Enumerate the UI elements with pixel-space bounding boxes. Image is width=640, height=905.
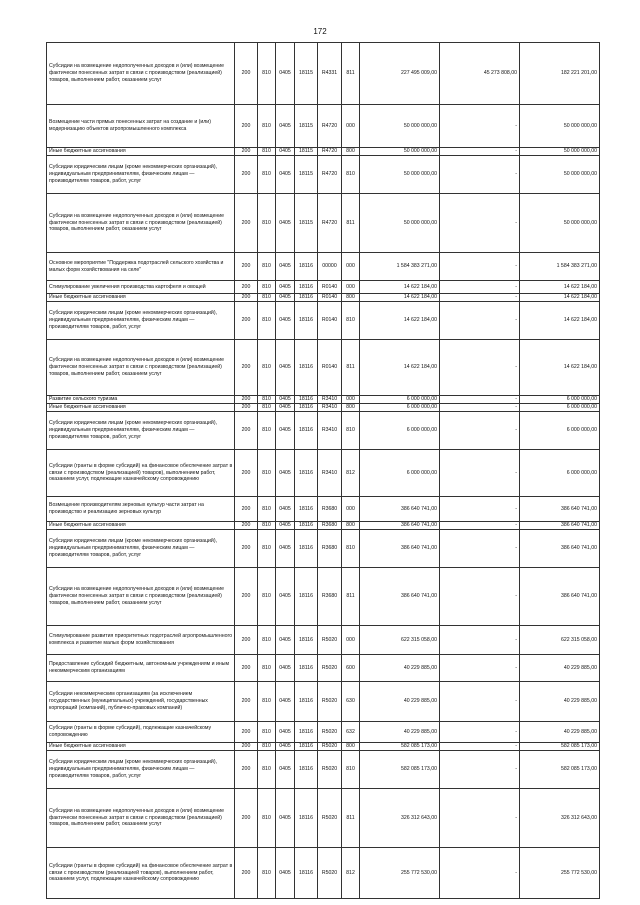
code-4: 18116 [295, 789, 318, 848]
code-4: 18116 [295, 404, 318, 412]
code-4: 18116 [295, 302, 318, 340]
code-3: 0405 [276, 156, 295, 194]
table-row [47, 404, 600, 412]
amount-total: 6 000 000,00 [360, 396, 440, 404]
code-5: R3680 [318, 522, 342, 530]
code-1: 200 [235, 194, 258, 253]
amount-regional: 14 622 184,00 [520, 294, 600, 302]
table-row [47, 530, 600, 568]
amount-federal: - [440, 497, 520, 522]
budget-table [46, 42, 600, 899]
row-name: Субсидии на возмещение недополученных доходов и (или) возмещение фактически понесенных затрат в связи с производством (реализацией) товаров, выполнением работ, оказанием услуг [47, 568, 235, 626]
amount-regional: 50 000 000,00 [520, 148, 600, 156]
code-6: 812 [342, 450, 360, 497]
row-name: Субсидии (гранты в форме субсидий), подлежащие казначейскому сопровождению [47, 722, 235, 743]
code-6: 000 [342, 497, 360, 522]
code-3: 0405 [276, 626, 295, 655]
table-row [47, 848, 600, 899]
amount-regional: 40 229 885,00 [520, 722, 600, 743]
code-5: 00000 [318, 253, 342, 281]
amount-total: 50 000 000,00 [360, 105, 440, 148]
amount-federal: - [440, 450, 520, 497]
code-5: R0140 [318, 340, 342, 396]
amount-total: 1 584 383 271,00 [360, 253, 440, 281]
code-2: 810 [258, 450, 276, 497]
code-5: R4720 [318, 148, 342, 156]
code-3: 0405 [276, 396, 295, 404]
code-6: 811 [342, 340, 360, 396]
code-6: 000 [342, 105, 360, 148]
code-3: 0405 [276, 253, 295, 281]
code-5: R3680 [318, 497, 342, 522]
amount-federal: - [440, 294, 520, 302]
row-name: Субсидии юридическим лицам (кроме некоммерческих организаций), индивидуальным предпринимателям, физическим лицам — производителям товаров, работ, услуг [47, 302, 235, 340]
amount-federal: 45 273 808,00 [440, 43, 520, 105]
table-row [47, 450, 600, 497]
code-4: 18116 [295, 396, 318, 404]
code-2: 810 [258, 751, 276, 789]
code-4: 18116 [295, 848, 318, 899]
code-3: 0405 [276, 412, 295, 450]
table-row [47, 294, 600, 302]
code-6: 811 [342, 43, 360, 105]
code-1: 200 [235, 404, 258, 412]
code-4: 18115 [295, 43, 318, 105]
code-2: 810 [258, 497, 276, 522]
code-6: 800 [342, 743, 360, 751]
amount-federal: - [440, 105, 520, 148]
code-4: 18116 [295, 497, 318, 522]
code-5: R0140 [318, 302, 342, 340]
amount-federal: - [440, 340, 520, 396]
table-row [47, 253, 600, 281]
amount-regional: 40 229 885,00 [520, 682, 600, 722]
code-1: 200 [235, 682, 258, 722]
amount-regional: 386 640 741,00 [520, 522, 600, 530]
code-4: 18116 [295, 568, 318, 626]
amount-total: 386 640 741,00 [360, 497, 440, 522]
amount-federal: - [440, 626, 520, 655]
amount-regional: 6 000 000,00 [520, 404, 600, 412]
amount-total: 40 229 885,00 [360, 655, 440, 682]
code-3: 0405 [276, 450, 295, 497]
code-3: 0405 [276, 722, 295, 743]
code-6: 810 [342, 751, 360, 789]
code-4: 18116 [295, 450, 318, 497]
code-5: R3410 [318, 450, 342, 497]
amount-total: 50 000 000,00 [360, 148, 440, 156]
code-5: R0140 [318, 294, 342, 302]
code-3: 0405 [276, 568, 295, 626]
row-name: Развитие сельского туризма [47, 396, 235, 404]
amount-federal: - [440, 148, 520, 156]
row-name: Субсидии на возмещение недополученных доходов и (или) возмещение фактически понесенных затрат в связи с производством (реализацией) товаров, выполнением работ, оказанием услуг [47, 340, 235, 396]
amount-regional: 6 000 000,00 [520, 450, 600, 497]
code-5: R5020 [318, 789, 342, 848]
code-4: 18116 [295, 655, 318, 682]
code-1: 200 [235, 848, 258, 899]
amount-federal: - [440, 655, 520, 682]
code-5: R0140 [318, 281, 342, 294]
code-5: R3410 [318, 396, 342, 404]
row-name: Субсидии (гранты в форме субсидий) на финансовое обеспечение затрат в связи с производством (реализацией товаров), выполнением работ, оказанием услуг, подлежащие казначейскому сопровождению [47, 848, 235, 899]
row-name: Стимулирование развития приоритетных подотраслей агропромышленного комплекса и развитие малых форм хозяйствования [47, 626, 235, 655]
code-1: 200 [235, 294, 258, 302]
code-6: 800 [342, 404, 360, 412]
code-2: 810 [258, 194, 276, 253]
code-4: 18116 [295, 522, 318, 530]
code-2: 810 [258, 568, 276, 626]
table-row [47, 655, 600, 682]
amount-federal: - [440, 530, 520, 568]
code-4: 18116 [295, 412, 318, 450]
code-2: 810 [258, 530, 276, 568]
code-1: 200 [235, 396, 258, 404]
code-6: 812 [342, 848, 360, 899]
code-4: 18116 [295, 743, 318, 751]
code-3: 0405 [276, 655, 295, 682]
table-row [47, 722, 600, 743]
code-1: 200 [235, 281, 258, 294]
code-6: 810 [342, 530, 360, 568]
code-2: 810 [258, 148, 276, 156]
table-row [47, 302, 600, 340]
code-3: 0405 [276, 530, 295, 568]
code-4: 18116 [295, 722, 318, 743]
row-name: Субсидии юридическим лицам (кроме некоммерческих организаций), индивидуальным предпринимателям, физическим лицам — производителям товаров, работ, услуг [47, 412, 235, 450]
amount-federal: - [440, 743, 520, 751]
code-3: 0405 [276, 743, 295, 751]
amount-total: 326 312 643,00 [360, 789, 440, 848]
code-3: 0405 [276, 294, 295, 302]
code-4: 18115 [295, 105, 318, 148]
table-row [47, 497, 600, 522]
code-3: 0405 [276, 682, 295, 722]
table-row [47, 412, 600, 450]
code-3: 0405 [276, 302, 295, 340]
table-row [47, 568, 600, 626]
code-2: 810 [258, 626, 276, 655]
amount-federal: - [440, 682, 520, 722]
amount-federal: - [440, 194, 520, 253]
code-6: 800 [342, 148, 360, 156]
amount-federal: - [440, 568, 520, 626]
code-2: 810 [258, 404, 276, 412]
code-2: 810 [258, 412, 276, 450]
code-3: 0405 [276, 751, 295, 789]
code-6: 000 [342, 626, 360, 655]
code-1: 200 [235, 412, 258, 450]
amount-federal: - [440, 722, 520, 743]
table-row [47, 789, 600, 848]
code-6: 810 [342, 302, 360, 340]
row-name: Возмещение производителям зерновых культур части затрат на производство и реализацию зерновых культур [47, 497, 235, 522]
amount-regional: 255 772 530,00 [520, 848, 600, 899]
row-name: Субсидии на возмещение недополученных доходов и (или) возмещение фактически понесенных затрат в связи с производством (реализацией) товаров, выполнением работ, оказанием услуг [47, 194, 235, 253]
code-2: 810 [258, 743, 276, 751]
code-6: 000 [342, 253, 360, 281]
row-name: Субсидии юридическим лицам (кроме некоммерческих организаций), индивидуальным предпринимателям, физическим лицам — производителям товаров, работ, услуг [47, 530, 235, 568]
row-name: Иные бюджетные ассигнования [47, 148, 235, 156]
row-name: Возмещение части прямых понесенных затрат на создание и (или) модернизацию объектов агропромышленного комплекса [47, 105, 235, 148]
code-3: 0405 [276, 148, 295, 156]
row-name: Субсидии некоммерческим организациям (за исключением государственных (муниципальных) учреждений, государственных корпораций (компаний), публично-правовых компаний) [47, 682, 235, 722]
row-name: Субсидии на возмещение недополученных доходов и (или) возмещение фактически понесенных затрат в связи с производством (реализацией) товаров, выполнением работ, оказанием услуг [47, 43, 235, 105]
amount-total: 386 640 741,00 [360, 530, 440, 568]
amount-federal: - [440, 789, 520, 848]
amount-federal: - [440, 412, 520, 450]
code-5: R3410 [318, 412, 342, 450]
amount-regional: 50 000 000,00 [520, 194, 600, 253]
code-3: 0405 [276, 497, 295, 522]
code-5: R3680 [318, 530, 342, 568]
code-5: R5020 [318, 751, 342, 789]
code-4: 18116 [295, 626, 318, 655]
code-1: 200 [235, 148, 258, 156]
code-2: 810 [258, 522, 276, 530]
code-1: 200 [235, 253, 258, 281]
amount-total: 50 000 000,00 [360, 194, 440, 253]
code-2: 810 [258, 253, 276, 281]
code-2: 810 [258, 294, 276, 302]
code-4: 18116 [295, 281, 318, 294]
code-1: 200 [235, 568, 258, 626]
amount-total: 14 622 184,00 [360, 294, 440, 302]
code-2: 810 [258, 302, 276, 340]
code-5: R5020 [318, 655, 342, 682]
page-number: 172 [313, 27, 327, 36]
code-5: R5020 [318, 722, 342, 743]
table-row [47, 751, 600, 789]
code-3: 0405 [276, 281, 295, 294]
amount-federal: - [440, 404, 520, 412]
amount-regional: 14 622 184,00 [520, 281, 600, 294]
code-6: 000 [342, 396, 360, 404]
code-2: 810 [258, 789, 276, 848]
code-4: 18116 [295, 253, 318, 281]
code-1: 200 [235, 497, 258, 522]
code-1: 200 [235, 156, 258, 194]
amount-total: 50 000 000,00 [360, 156, 440, 194]
code-2: 810 [258, 156, 276, 194]
amount-federal: - [440, 396, 520, 404]
amount-regional: 14 622 184,00 [520, 302, 600, 340]
code-5: R5020 [318, 682, 342, 722]
code-1: 200 [235, 655, 258, 682]
code-2: 810 [258, 43, 276, 105]
amount-total: 6 000 000,00 [360, 412, 440, 450]
code-6: 800 [342, 522, 360, 530]
table-row [47, 105, 600, 148]
code-1: 200 [235, 302, 258, 340]
code-1: 200 [235, 751, 258, 789]
code-5: R4720 [318, 194, 342, 253]
code-5: R4720 [318, 156, 342, 194]
amount-federal: - [440, 253, 520, 281]
amount-regional: 6 000 000,00 [520, 396, 600, 404]
code-2: 810 [258, 396, 276, 404]
code-2: 810 [258, 340, 276, 396]
code-6: 000 [342, 281, 360, 294]
table-row [47, 281, 600, 294]
row-name: Стимулирование увеличения производства картофеля и овощей [47, 281, 235, 294]
code-6: 630 [342, 682, 360, 722]
table-row [47, 43, 600, 105]
amount-federal: - [440, 302, 520, 340]
table-row [47, 148, 600, 156]
code-2: 810 [258, 848, 276, 899]
amount-total: 582 085 173,00 [360, 751, 440, 789]
amount-regional: 326 312 643,00 [520, 789, 600, 848]
code-6: 800 [342, 294, 360, 302]
code-1: 200 [235, 722, 258, 743]
amount-regional: 6 000 000,00 [520, 412, 600, 450]
code-3: 0405 [276, 340, 295, 396]
code-5: R3680 [318, 568, 342, 626]
row-name: Иные бюджетные ассигнования [47, 404, 235, 412]
code-4: 18116 [295, 294, 318, 302]
code-1: 200 [235, 340, 258, 396]
table-row [47, 340, 600, 396]
code-6: 632 [342, 722, 360, 743]
amount-total: 227 495 009,00 [360, 43, 440, 105]
amount-regional: 386 640 741,00 [520, 530, 600, 568]
table-row [47, 743, 600, 751]
table-row [47, 194, 600, 253]
code-6: 810 [342, 412, 360, 450]
row-name: Предоставление субсидий бюджетным, автономным учреждениям и иным некоммерческим организациям [47, 655, 235, 682]
table-row [47, 156, 600, 194]
table-row [47, 396, 600, 404]
code-1: 200 [235, 522, 258, 530]
code-2: 810 [258, 655, 276, 682]
code-6: 810 [342, 156, 360, 194]
code-5: R4331 [318, 43, 342, 105]
code-3: 0405 [276, 105, 295, 148]
code-4: 18116 [295, 530, 318, 568]
code-6: 811 [342, 194, 360, 253]
row-name: Иные бюджетные ассигнования [47, 294, 235, 302]
code-6: 811 [342, 568, 360, 626]
amount-federal: - [440, 156, 520, 194]
amount-regional: 40 229 885,00 [520, 655, 600, 682]
code-4: 18115 [295, 194, 318, 253]
amount-regional: 622 315 058,00 [520, 626, 600, 655]
amount-total: 6 000 000,00 [360, 404, 440, 412]
code-6: 600 [342, 655, 360, 682]
code-3: 0405 [276, 789, 295, 848]
amount-total: 14 622 184,00 [360, 281, 440, 294]
code-2: 810 [258, 281, 276, 294]
code-2: 810 [258, 722, 276, 743]
amount-federal: - [440, 751, 520, 789]
amount-total: 14 622 184,00 [360, 340, 440, 396]
code-5: R5020 [318, 848, 342, 899]
amount-federal: - [440, 281, 520, 294]
amount-total: 622 315 058,00 [360, 626, 440, 655]
code-2: 810 [258, 682, 276, 722]
code-3: 0405 [276, 194, 295, 253]
row-name: Субсидии юридическим лицам (кроме некоммерческих организаций), индивидуальным предпринимателям, физическим лицам — производителям товаров, работ, услуг [47, 751, 235, 789]
code-3: 0405 [276, 43, 295, 105]
amount-federal: - [440, 522, 520, 530]
row-name: Иные бюджетные ассигнования [47, 743, 235, 751]
code-4: 18115 [295, 148, 318, 156]
code-6: 811 [342, 789, 360, 848]
amount-regional: 582 085 173,00 [520, 743, 600, 751]
amount-total: 6 000 000,00 [360, 450, 440, 497]
amount-regional: 50 000 000,00 [520, 156, 600, 194]
code-4: 18116 [295, 682, 318, 722]
code-5: R5020 [318, 743, 342, 751]
code-5: R4720 [318, 105, 342, 148]
row-name: Субсидии на возмещение недополученных доходов и (или) возмещение фактически понесенных затрат в связи с производством (реализацией) товаров, выполнением работ, оказанием услуг [47, 789, 235, 848]
amount-total: 40 229 885,00 [360, 682, 440, 722]
code-3: 0405 [276, 522, 295, 530]
amount-regional: 582 085 173,00 [520, 751, 600, 789]
amount-regional: 50 000 000,00 [520, 105, 600, 148]
code-1: 200 [235, 530, 258, 568]
code-5: R3410 [318, 404, 342, 412]
row-name: Субсидии юридическим лицам (кроме некоммерческих организаций), индивидуальным предпринимателям, физическим лицам — производителям товаров, работ, услуг [47, 156, 235, 194]
amount-total: 582 085 173,00 [360, 743, 440, 751]
code-4: 18115 [295, 156, 318, 194]
amount-regional: 1 584 383 271,00 [520, 253, 600, 281]
amount-total: 40 229 885,00 [360, 722, 440, 743]
amount-regional: 182 221 201,00 [520, 43, 600, 105]
code-4: 18116 [295, 751, 318, 789]
row-name: Иные бюджетные ассигнования [47, 522, 235, 530]
code-1: 200 [235, 450, 258, 497]
code-1: 200 [235, 105, 258, 148]
amount-regional: 386 640 741,00 [520, 568, 600, 626]
code-1: 200 [235, 789, 258, 848]
amount-regional: 14 622 184,00 [520, 340, 600, 396]
code-4: 18116 [295, 340, 318, 396]
code-1: 200 [235, 743, 258, 751]
code-1: 200 [235, 43, 258, 105]
code-2: 810 [258, 105, 276, 148]
amount-total: 255 772 530,00 [360, 848, 440, 899]
row-name: Основное мероприятие "Поддержка подотраслей сельского хозяйства и малых форм хозяйствования на селе" [47, 253, 235, 281]
code-5: R5020 [318, 626, 342, 655]
amount-federal: - [440, 848, 520, 899]
code-1: 200 [235, 626, 258, 655]
code-3: 0405 [276, 404, 295, 412]
table-row [47, 522, 600, 530]
amount-total: 14 622 184,00 [360, 302, 440, 340]
table-row [47, 626, 600, 655]
amount-total: 386 640 741,00 [360, 522, 440, 530]
row-name: Субсидии (гранты в форме субсидий) на финансовое обеспечение затрат в связи с производством (реализацией) товаров), выполнением работ, оказанием услуг, подлежащие казначейскому сопровождению [47, 450, 235, 497]
amount-regional: 386 640 741,00 [520, 497, 600, 522]
table-row [47, 682, 600, 722]
code-3: 0405 [276, 848, 295, 899]
amount-total: 386 640 741,00 [360, 568, 440, 626]
